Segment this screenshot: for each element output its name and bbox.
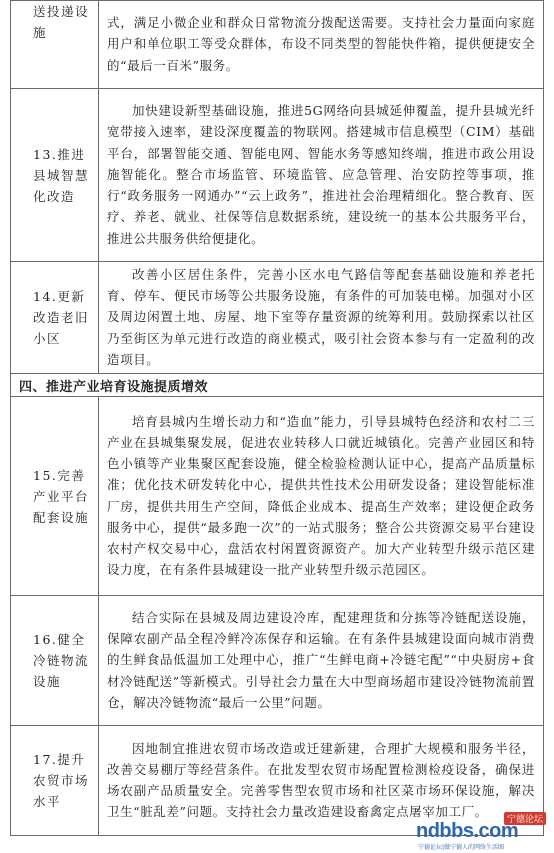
item-description: 因地制宜推进农贸市场改造或迁建新建，合理扩大规模和服务半径，改善交易棚厅等经营条件。在批发型农贸市场配置检测检疫设备，确保进场农副产品质量安全。完善零售型农贸市场和社区菜市场环保设施，解决卫生“脏乱差”问题。支持社会力量改造建设畜禽定点屠宰加工厂。	[99, 726, 544, 836]
item-description: 结合实际在县城及周边建设冷库，配建理货和分拣等冷链配送设施，保障农副产品全程冷鲜冷冻保存和运输。在有条件县城建设面向城市消费的生鲜食品低温加工处理中心，推广“生鲜电商+冷链宅配”“中央厨房+食材冷链配送”等新模式。引导社会力量在大中型商场超市建设冷链物流前置仓，解决冷链物流“最后一公里”问题。	[99, 596, 544, 726]
item-name: 15.完善产业平台配套设施	[11, 397, 99, 596]
table-row	[11, 89, 544, 262]
table-row	[11, 1, 544, 89]
item-name: 送投递设施	[11, 1, 99, 89]
item-name: 16.健全冷链物流设施	[11, 596, 99, 726]
policy-table	[10, 0, 544, 836]
site-watermark	[416, 812, 548, 850]
watermark-tag: 宁德论坛	[504, 812, 546, 825]
table-row	[11, 262, 544, 374]
watermark-logo: ndbbs.com	[416, 820, 519, 842]
item-name: 14.更新改造老旧小区	[11, 262, 99, 374]
item-description: 培育县城内生增长动力和“造血”能力，引导县城特色经济和农村二三产业在县城集聚发展，促进农业转移人口就近城镇化。完善产业园区和特色小镇等产业集聚区配套设施，健全检验检测认证中心，提高产品质量标准；优化技术研发转化中心，提供共性技术公用研发设备；建设智能标准厂房，提供共用生产空间，降低企业成本、提高生产效率；建设便企政务服务中心，提供“最多跑一次”的一站式服务；整合公共资源交易平台建设农村产权交易中心，盘活农村闲置资源资产。加大产业转型升级示范区建设力度，在有条件县城建设一批产业转型升级示范园区。	[99, 397, 544, 596]
section-heading: 四、推进产业培育设施提质增效	[11, 374, 544, 397]
policy-table-page	[10, 0, 544, 836]
item-description: 改善小区居住条件，完善小区水电气路信等配套基础设施和养老托育、停车、便民市场等公共服务设施，有条件的可加装电梯。加强对小区及周边闲置土地、房屋、地下室等存量资源的统筹利用。鼓励探索以社区乃至街区为单元进行改造的商业模式，吸引社会资本参与有一定盈利的改造项目。	[99, 262, 544, 374]
section-heading-row	[11, 374, 544, 397]
table-row	[11, 596, 544, 726]
item-name: 13.推进县城智慧化改造	[11, 89, 99, 262]
item-description: 式，满足小微企业和群众日常物流分拨配送需要。支持社会力量面向家庭用户和单位职工等受众群体，布设不同类型的智能快件箱，提供便捷安全的“最后一百米”服务。	[99, 1, 544, 89]
watermark-slogan: 宁德论坛|做宁德人的网络生活圈	[418, 844, 505, 851]
table-row	[11, 397, 544, 596]
item-name: 17.提升农贸市场水平	[11, 726, 99, 836]
item-description: 加快建设新型基础设施，推进5G网络向县城延伸覆盖，提升县城光纤宽带接入速率，建设深度覆盖的物联网。搭建城市信息模型（CIM）基础平台，部署智能交通、智能电网、智能水务等感知终端，推进市政公用设施智能化。整合市场监管、环境监管、应急管理、治安防控等事项，推行“政务服务一网通办”“云上政务”，推进社会治理精细化。整合教育、医疗、养老、就业、社保等信息数据系统，建设统一的基本公共服务平台，推进公共服务供给便捷化。	[99, 89, 544, 262]
